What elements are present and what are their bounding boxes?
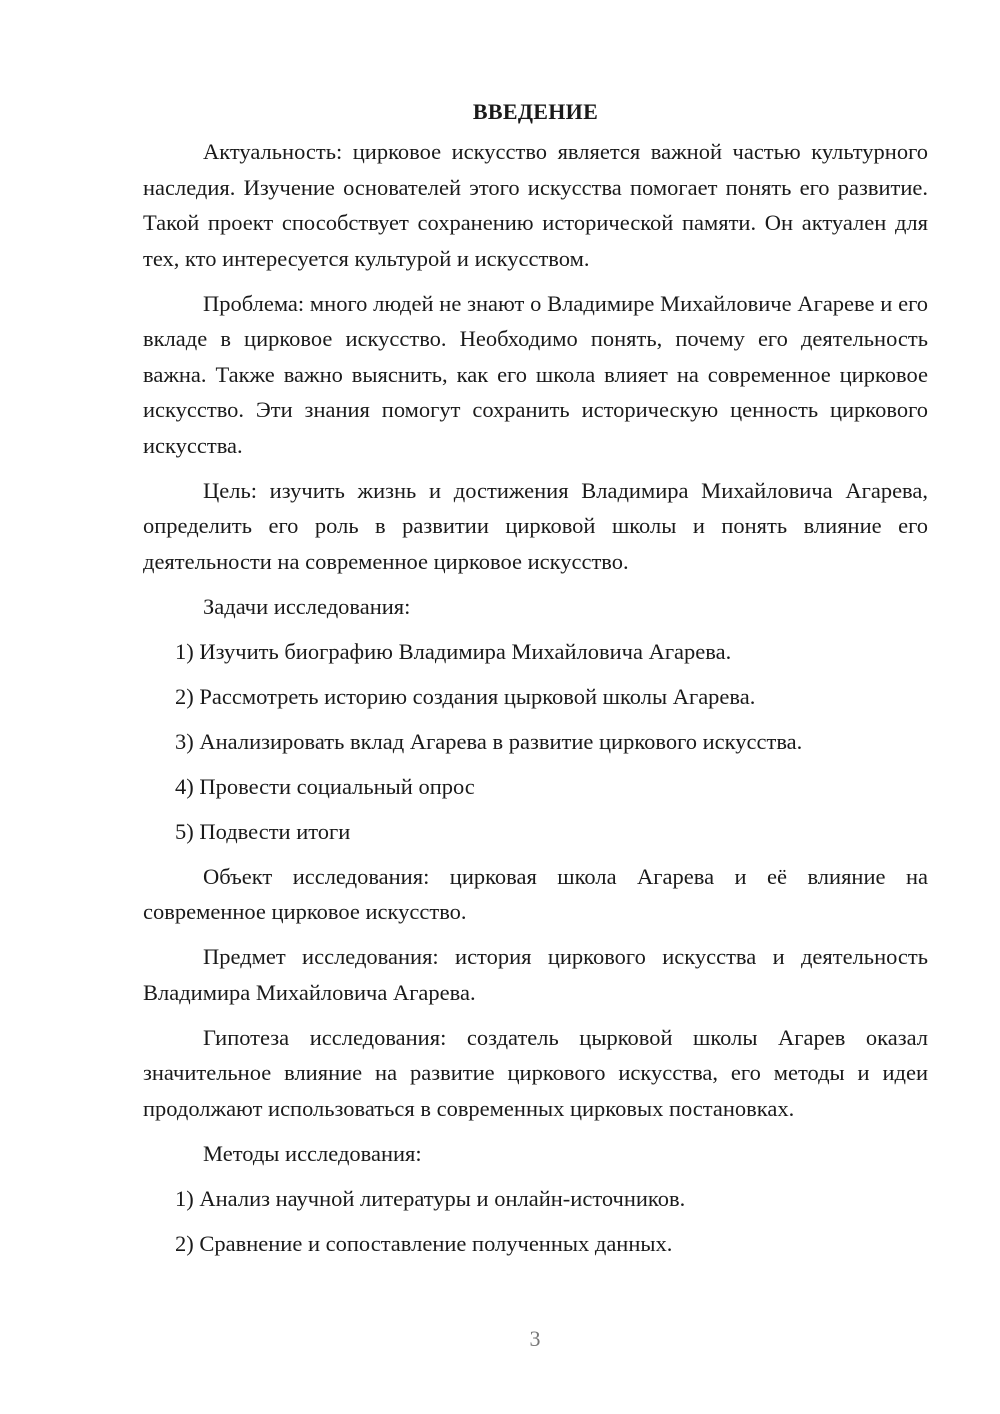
method-item: 2) Сравнение и сопоставление полученных данных.	[175, 1230, 673, 1256]
tasks-list	[143, 634, 928, 850]
methods-list	[143, 1181, 928, 1262]
task-item: 3) Анализировать вклад Агарева в развитие циркового искусства.	[175, 728, 803, 754]
method-item: 1) Анализ научной литературы и онлайн-источников.	[175, 1185, 686, 1211]
page-number: 3	[529, 1326, 541, 1351]
task-item: 1) Изучить биографию Владимира Михайловича Агарева.	[175, 638, 732, 664]
methods-heading: Методы исследования:	[203, 1140, 422, 1166]
object-paragraph: Объект исследования: цирковая школа Агарева и её влияние на современное цирковое искусство.	[143, 863, 928, 924]
page-content	[143, 94, 928, 1271]
tasks-heading: Задачи исследования:	[203, 593, 411, 619]
task-item: 5) Подвести итоги	[175, 818, 351, 844]
task-item: 4) Провести социальный опрос	[175, 773, 475, 799]
task-item: 2) Рассмотреть историю создания цырковой школы Агарева.	[175, 683, 756, 709]
hypothesis-paragraph: Гипотеза исследования: создатель цырковой школы Агарев оказал значительное влияние на развитие циркового искусства, его методы и идеи продолжают использоваться в современных цирковых постановках.	[143, 1024, 928, 1121]
goal-paragraph: Цель: изучить жизнь и достижения Владимира Михайловича Агарева, определить его роль в развитии цирковой школы и понять влияние его деятельности на современное цирковое искусство.	[143, 477, 928, 574]
section-title: ВВЕДЕНИЕ	[472, 99, 599, 124]
subject-paragraph: Предмет исследования: история циркового искусства и деятельность Владимира Михайловича Агарева.	[143, 944, 928, 1005]
relevance-paragraph: Актуальность: цирковое искусство является важной частью культурного наследия. Изучение основателей этого искусства помогает понять его развитие. Такой проект способствует сохранению исторической памяти. Он актуален для тех, кто интересуется культурой и искусством.	[143, 139, 928, 271]
problem-paragraph: Проблема: много людей не знают о Владимире Михайловиче Агареве и его вкладе в цирковое искусство. Необходимо понять, почему его деятельность важна. Также важно выяснить, как его школа влияет на современное цирковое искусство. Эти знания помогут сохранить историческую ценность циркового искусства.	[143, 290, 928, 458]
